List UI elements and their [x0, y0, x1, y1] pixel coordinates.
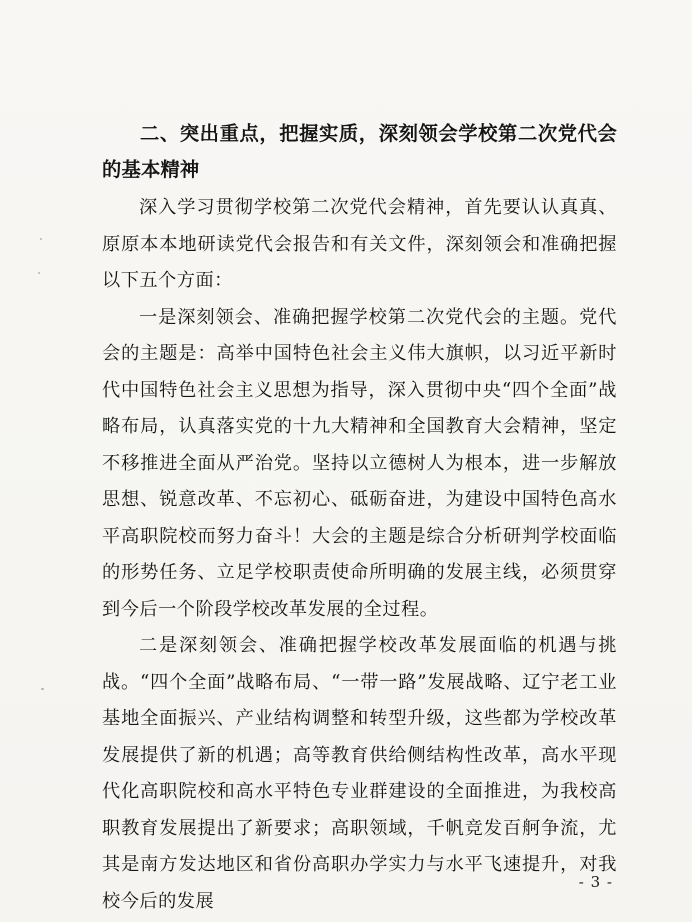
section-heading: 二、突出重点，把握实质，深刻领会学校第二次党代会的基本精神: [102, 122, 617, 181]
paragraph-opportunities: 二是深刻领会、准确把握学校改革发展面临的机遇与挑战。“四个全面”战略布局、“一带一路”发展战略、辽宁老工业基地全面振兴、产业结构调整和转型升级，这些都为学校改革发展提供了新的机遇；高等教育供给侧结构性改革，高水平现代化高职院校和高水平特色专业群建设的全面推进，为我校高职教育发展提出了新要求；高职领域，千帆竞发百舸争流，尤其是南方发达地区和省份高职办学实力与水平飞速提升，对我校今后的发展: [102, 635, 617, 912]
paragraph-intro: 深入学习贯彻学校第二次党代会精神，首先要认认真真、原原本本地研读党代会报告和有关文件，深刻领会和准确把握以下五个方面：: [102, 197, 617, 291]
page-number: - 3 -: [578, 873, 613, 891]
scan-speck: [38, 272, 40, 274]
paragraph-theme: 一是深刻领会、准确把握学校第二次党代会的主题。党代会的主题是：高举中国特色社会主义伟大旗帜，以习近平新时代中国特色社会主义思想为指导，深入贯彻中央“四个全面”战略布局，认真落实党的十九大精神和全国教育大会精神，坚定不移推进全面从严治党。坚持以立德树人为根本，进一步解放思想、锐意改革、不忘初心、砥砺奋进，为建设中国特色高水平高职院校而努力奋斗！大会的主题是综合分析研判学校面临的形势任务、立足学校职责使命所明确的发展主线，必须贯穿到今后一个阶段学校改革发展的全过程。: [102, 306, 617, 620]
document-body: [102, 116, 617, 920]
scan-speck: [40, 238, 42, 240]
scan-speck: [41, 688, 44, 690]
